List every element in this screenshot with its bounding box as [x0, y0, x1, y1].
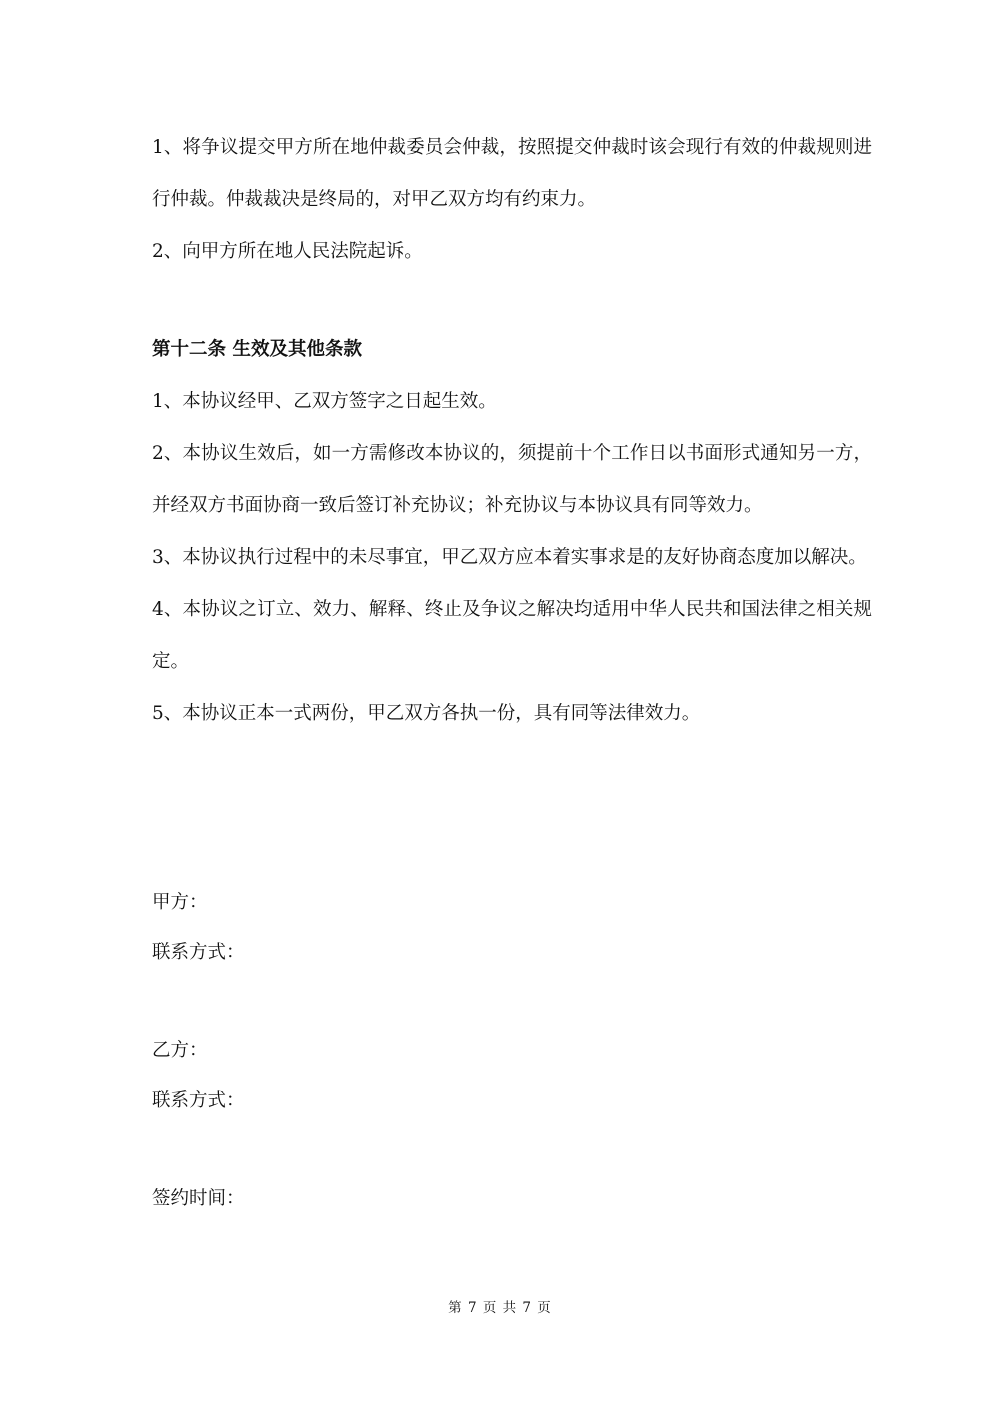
section-12-item-5: 5、本协议正本一式两份，甲乙双方各执一份，具有同等法律效力。	[152, 703, 701, 724]
section-12-item-3: 3、本协议执行过程中的未尽事宜，甲乙双方应本着实事求是的友好协商态度加以解决。	[152, 547, 867, 568]
page-number-footer: 第 7 页 共 7 页	[448, 1300, 552, 1316]
section-12-item-2: 2、本协议生效后，如一方需修改本协议的，须提前十个工作日以书面形式通知另一方，并经双方书面协商一致后签订补充协议；补充协议与本协议具有同等效力。	[152, 443, 872, 516]
sign-date-label: 签约时间：	[152, 1188, 245, 1209]
section-11-tail	[152, 122, 872, 278]
party-a-label: 甲方：	[152, 892, 208, 913]
section-12	[152, 324, 872, 740]
party-a-contact-label: 联系方式：	[152, 942, 245, 963]
section-12-item-4: 4、本协议之订立、效力、解释、终止及争议之解决均适用中华人民共和国法律之相关规定。	[152, 599, 872, 672]
party-b-label: 乙方：	[152, 1040, 208, 1061]
dispute-item-1: 1、将争议提交甲方所在地仲裁委员会仲裁，按照提交仲裁时该会现行有效的仲裁规则进行仲裁。仲裁裁决是终局的，对甲乙双方均有约束力。	[152, 137, 872, 210]
dispute-item-2: 2、向甲方所在地人民法院起诉。	[152, 241, 423, 262]
party-b-contact-label: 联系方式：	[152, 1090, 245, 1111]
section-12-title: 第十二条 生效及其他条款	[152, 339, 362, 360]
section-12-item-1: 1、本协议经甲、乙双方签字之日起生效。	[152, 391, 497, 412]
